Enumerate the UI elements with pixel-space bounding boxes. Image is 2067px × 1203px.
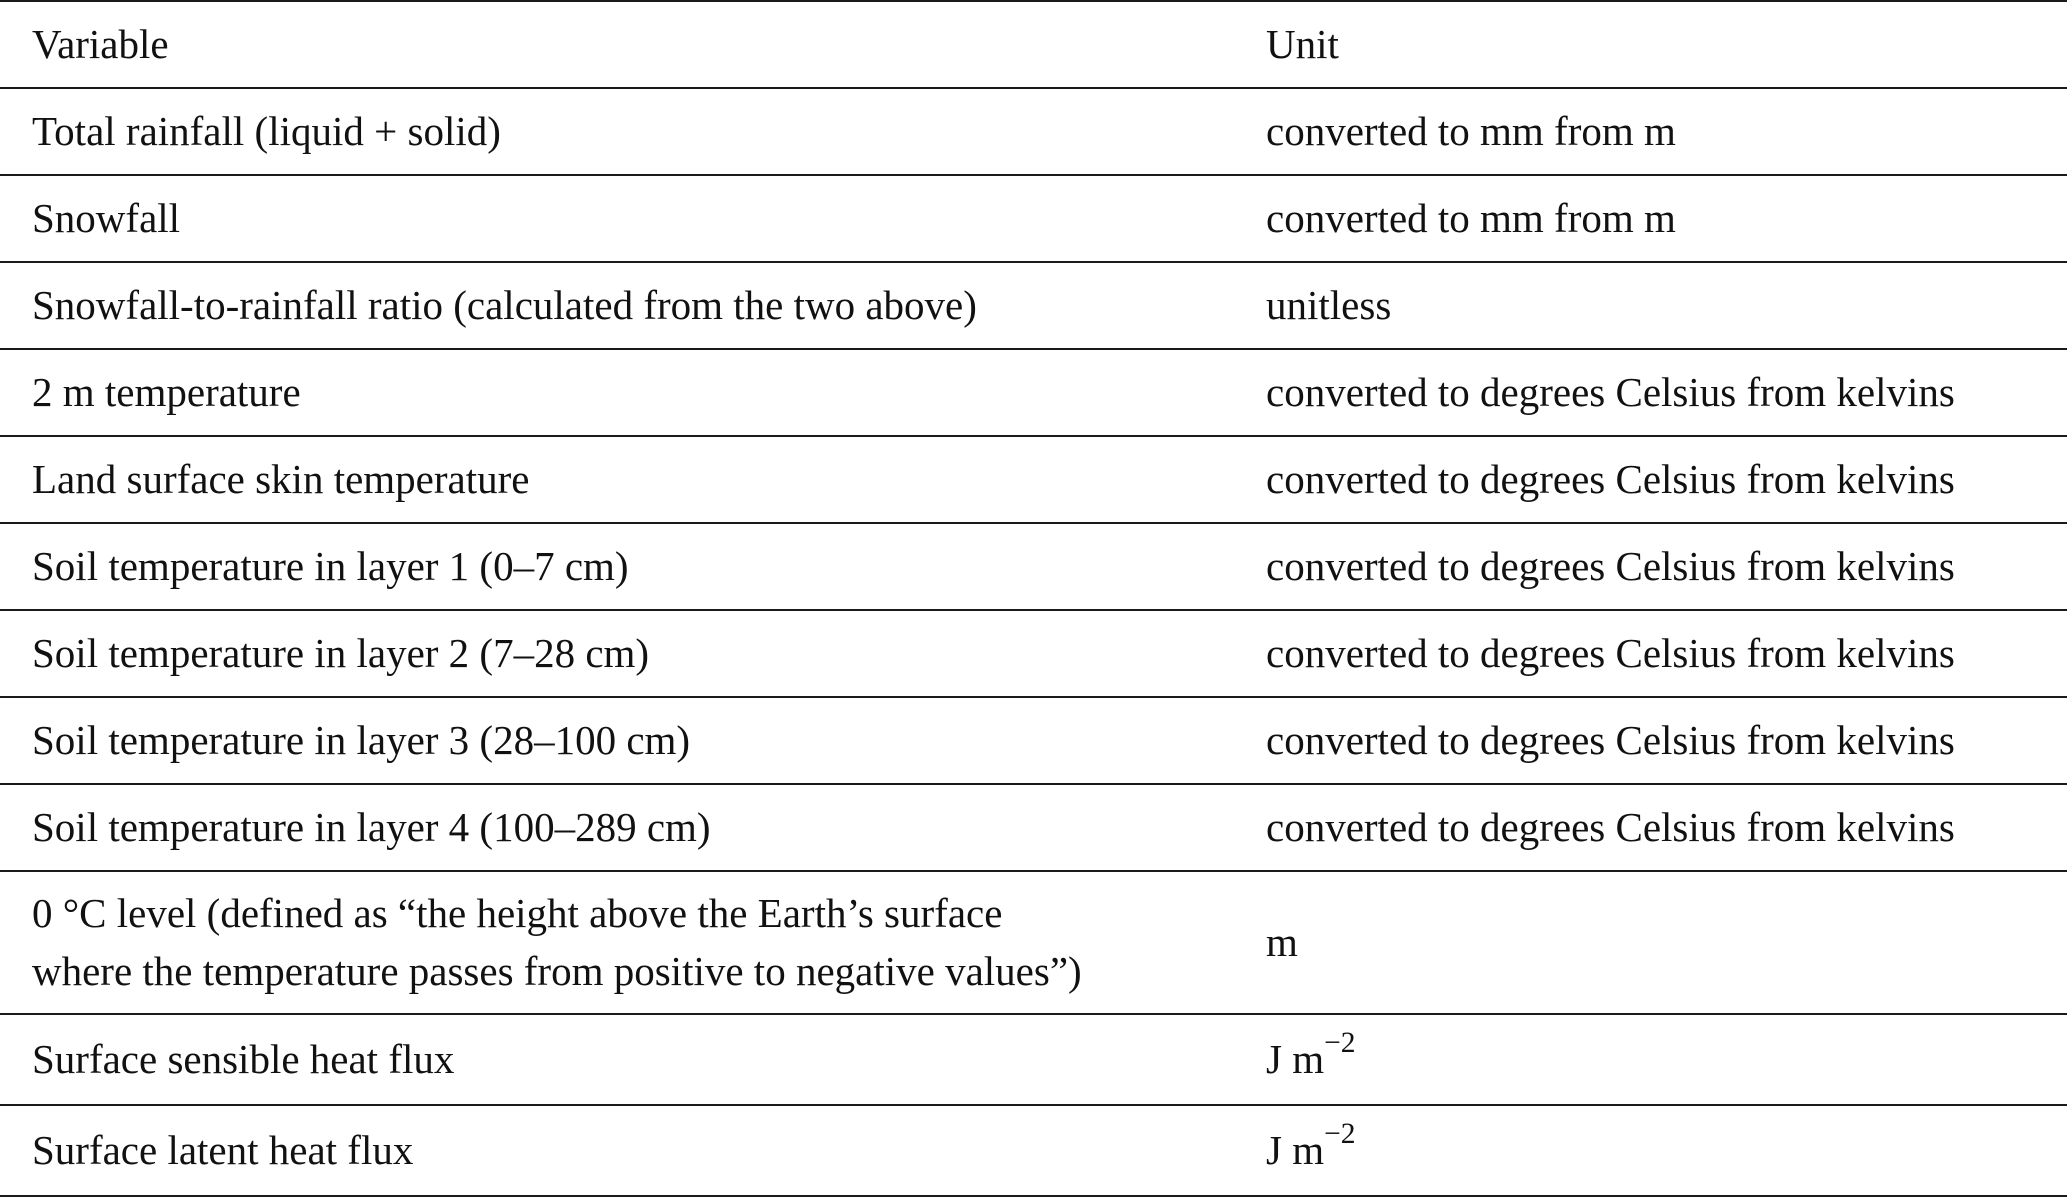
variable-cell: Surface latent heat flux [32, 1126, 414, 1173]
table-row [0, 436, 2067, 523]
unit-cell [1234, 1014, 2067, 1105]
unit-exponent: −2 [1324, 1118, 1356, 1151]
unit-cell: converted to degrees Celsius from kelvins [1266, 455, 1955, 502]
table-row [0, 349, 2067, 436]
unit-base: J m [1266, 1126, 1325, 1173]
variable-cell: Snowfall-to-rainfall ratio (calculated from the two above) [32, 281, 977, 328]
unit-base: J m [1266, 1035, 1325, 1082]
table-row [0, 88, 2067, 175]
unit-cell: converted to degrees Celsius from kelvins [1266, 803, 1955, 850]
variable-line: where the temperature passes from positive to negative values”) [32, 947, 1082, 994]
table-row [0, 175, 2067, 262]
variable-cell: Soil temperature in layer 4 (100–289 cm) [32, 803, 711, 850]
variable-cell: Total rainfall (liquid + solid) [32, 107, 501, 154]
header-variable: Variable [32, 20, 169, 67]
variable-cell: 2 m temperature [32, 368, 301, 415]
table-row [0, 262, 2067, 349]
unit-cell [1234, 1105, 2067, 1196]
variable-cell: Soil temperature in layer 3 (28–100 cm) [32, 716, 691, 763]
unit-cell: converted to degrees Celsius from kelvins [1266, 542, 1955, 589]
unit-cell: converted to mm from m [1266, 107, 1676, 154]
variable-cell: Snowfall [32, 194, 181, 241]
variable-cell: Land surface skin temperature [32, 455, 530, 502]
table-row [0, 871, 2067, 1014]
header-unit: Unit [1266, 20, 1339, 67]
unit-exponent: −2 [1324, 1027, 1356, 1060]
variable-cell: Soil temperature in layer 1 (0–7 cm) [32, 542, 629, 589]
unit-cell: converted to degrees Celsius from kelvins [1266, 368, 1955, 415]
unit-cell: converted to degrees Celsius from kelvins [1266, 716, 1955, 763]
unit-cell: m [1266, 918, 1298, 965]
table-row [0, 523, 2067, 610]
table-row [0, 610, 2067, 697]
unit-cell: converted to mm from m [1266, 194, 1676, 241]
variable-cell [0, 871, 1234, 1014]
table-row [0, 1014, 2067, 1105]
table-row [0, 784, 2067, 871]
variable-line: 0 °C level (defined as “the height above the Earth’s surface [32, 890, 1003, 937]
table-header-row [0, 1, 2067, 88]
table-row [0, 1105, 2067, 1196]
unit-cell: converted to degrees Celsius from kelvins [1266, 629, 1955, 676]
variable-cell: Surface sensible heat flux [32, 1035, 455, 1082]
variable-cell: Soil temperature in layer 2 (7–28 cm) [32, 629, 650, 676]
unit-cell: unitless [1266, 281, 1392, 328]
table-row [0, 697, 2067, 784]
